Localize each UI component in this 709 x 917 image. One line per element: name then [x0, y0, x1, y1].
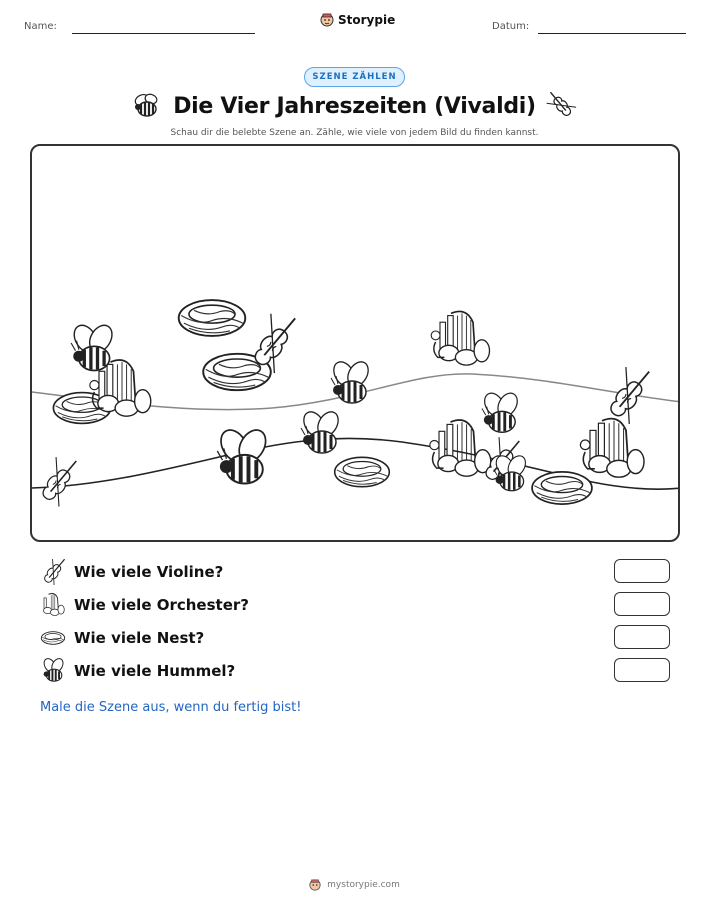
question-text: Wie viele Orchester? [74, 596, 249, 614]
brand-logo [320, 13, 395, 27]
coloring-note: Male die Szene aus, wenn du fertig bist! [40, 700, 302, 715]
category-badge: SZENE ZÄHLEN [304, 67, 405, 87]
date-label: Datum: [492, 21, 530, 32]
question-bumblebee [40, 658, 670, 684]
answer-box[interactable] [614, 658, 670, 682]
bumblebee-icon [131, 92, 163, 120]
question-text: Wie viele Nest? [74, 629, 205, 647]
storypie-mascot-icon [320, 13, 334, 27]
footer [0, 879, 709, 891]
answer-box[interactable] [614, 625, 670, 649]
nest-icon [40, 625, 66, 651]
name-field[interactable] [72, 33, 255, 34]
orchestra-icon [40, 592, 66, 618]
storypie-mascot-icon [309, 879, 321, 891]
counting-scene [30, 144, 680, 542]
question-text: Wie viele Violine? [74, 563, 224, 581]
question-violin [40, 559, 670, 585]
brand-name: Storypie [338, 13, 396, 27]
title-row [0, 92, 709, 120]
name-label: Name: [24, 21, 57, 32]
instructions: Schau dir die belebte Szene an. Zähle, wie viele von jedem Bild du finden kannst. [170, 128, 539, 138]
page-title: Die Vier Jahreszeiten (Vivaldi) [173, 93, 536, 119]
date-field[interactable] [538, 33, 686, 34]
answer-box[interactable] [614, 592, 670, 616]
scene-illustration [32, 146, 680, 542]
question-text: Wie viele Hummel? [74, 662, 236, 680]
violin-icon [546, 92, 578, 120]
question-orchestra [40, 592, 670, 618]
answer-box[interactable] [614, 559, 670, 583]
violin-icon [40, 559, 66, 585]
question-nest [40, 625, 670, 651]
bumblebee-icon [40, 658, 66, 684]
footer-url: mystorypie.com [327, 880, 400, 890]
